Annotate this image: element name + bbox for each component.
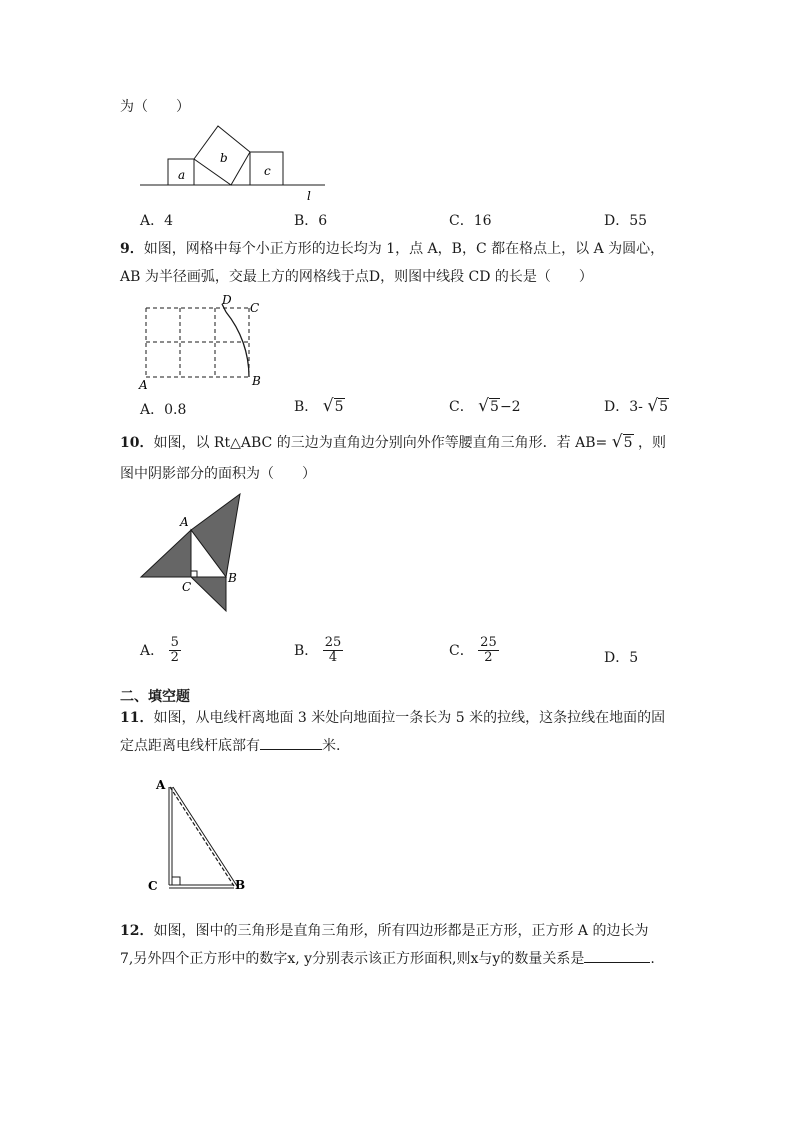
label-l: l (307, 189, 311, 203)
q8-figure (140, 124, 330, 202)
point-C: C (148, 879, 158, 893)
q8-option-a[interactable]: A．4 (140, 213, 174, 229)
point-B: B (252, 374, 261, 388)
q10-stem-line1: 10．如图，以 Rt△ABC 的三边为直角边分别向外作等腰直角三角形．若 AB= √5 ，则 (120, 432, 666, 452)
sqrt-symbol: √5 (647, 396, 669, 416)
answer-blank[interactable] (584, 948, 650, 963)
arc-AB (226, 312, 249, 377)
q10-stem-line2: 图中阴影部分的面积为（ ） (120, 466, 316, 482)
q8-option-d[interactable]: D．55 (604, 213, 648, 229)
q9-option-a[interactable]: A．0.8 (140, 402, 187, 418)
q10-option-d[interactable]: D．5 (604, 650, 639, 666)
fraction: $\frac{25}{4}$ (324, 635, 342, 666)
q12-stem-line2: 7,另外四个正方形中的数字x, y分别表示该正方形面积,则x与y的数量关系是 . (120, 948, 655, 968)
right-angle-mark (172, 877, 180, 885)
q8-option-c[interactable]: C．16 (449, 213, 492, 229)
q9-option-b[interactable]: B． √5 (294, 396, 344, 416)
section-title: 二、填空题 (120, 689, 190, 705)
sqrt-symbol: √5 (322, 396, 344, 416)
sqrt-symbol: √5 (478, 396, 499, 416)
q10-number: 10． (120, 435, 154, 451)
q9-option-c[interactable]: C． √5−2 (449, 396, 521, 416)
label-c: c (264, 164, 271, 178)
q10-option-b[interactable]: B． $\frac{25}{4}$ (294, 635, 342, 666)
fraction: $\frac{25}{2}$ (480, 635, 497, 666)
point-B: B (235, 878, 246, 892)
label-b: b (220, 151, 228, 165)
answer-blank[interactable] (260, 735, 322, 750)
q9-option-d[interactable]: D．3- √5 (604, 396, 669, 416)
q12-number: 12． (120, 923, 154, 939)
shaded-triangle-CB (191, 577, 226, 611)
point-A: A (180, 515, 189, 529)
q11-stem-line1: 11．如图，从电线杆离地面 3 米处向地面拉一条长为 5 米的拉线，这条拉线在地面的固 (120, 710, 666, 726)
q9-stem-line1: 9．如图，网格中每个小正方形的边长均为 1，点 A，B，C 都在格点上，以 A 为圆心， (120, 241, 665, 257)
q9-grid-figure (138, 292, 268, 392)
point-B: B (228, 571, 237, 585)
q9-stem-line2: AB 为半径画弧，交最上方的网格线于点D，则图中线段 CD 的长是（ ） (120, 269, 593, 285)
point-C: C (250, 301, 260, 315)
q11-number: 11． (120, 710, 154, 726)
label-a: a (178, 168, 186, 182)
q8-stem-tail: 为（ ） (120, 99, 190, 115)
point-A: A (156, 778, 166, 792)
q11-figure (146, 775, 252, 893)
q8-option-b[interactable]: B．6 (294, 213, 328, 229)
q10-option-c[interactable]: C． $\frac{25}{2}$ (449, 635, 497, 666)
q12-stem-line1: 12．如图，图中的三角形是直角三角形，所有四边形都是正方形，正方形 A 的边长为 (120, 923, 649, 939)
point-D: D (222, 293, 232, 307)
wire-AB (170, 787, 234, 886)
fraction: $\frac{5}{2}$ (170, 635, 179, 666)
q9-number: 9． (120, 241, 144, 257)
sqrt-symbol: √5 (611, 432, 633, 452)
q10-option-a[interactable]: A． $\frac{5}{2}$ (140, 635, 179, 666)
point-C: C (182, 580, 192, 594)
point-A: A (139, 378, 148, 392)
q11-stem-line2: 定点距离电线杆底部有 米. (120, 735, 340, 755)
shaded-triangle-AC (141, 530, 191, 577)
q10-figure (138, 492, 248, 617)
